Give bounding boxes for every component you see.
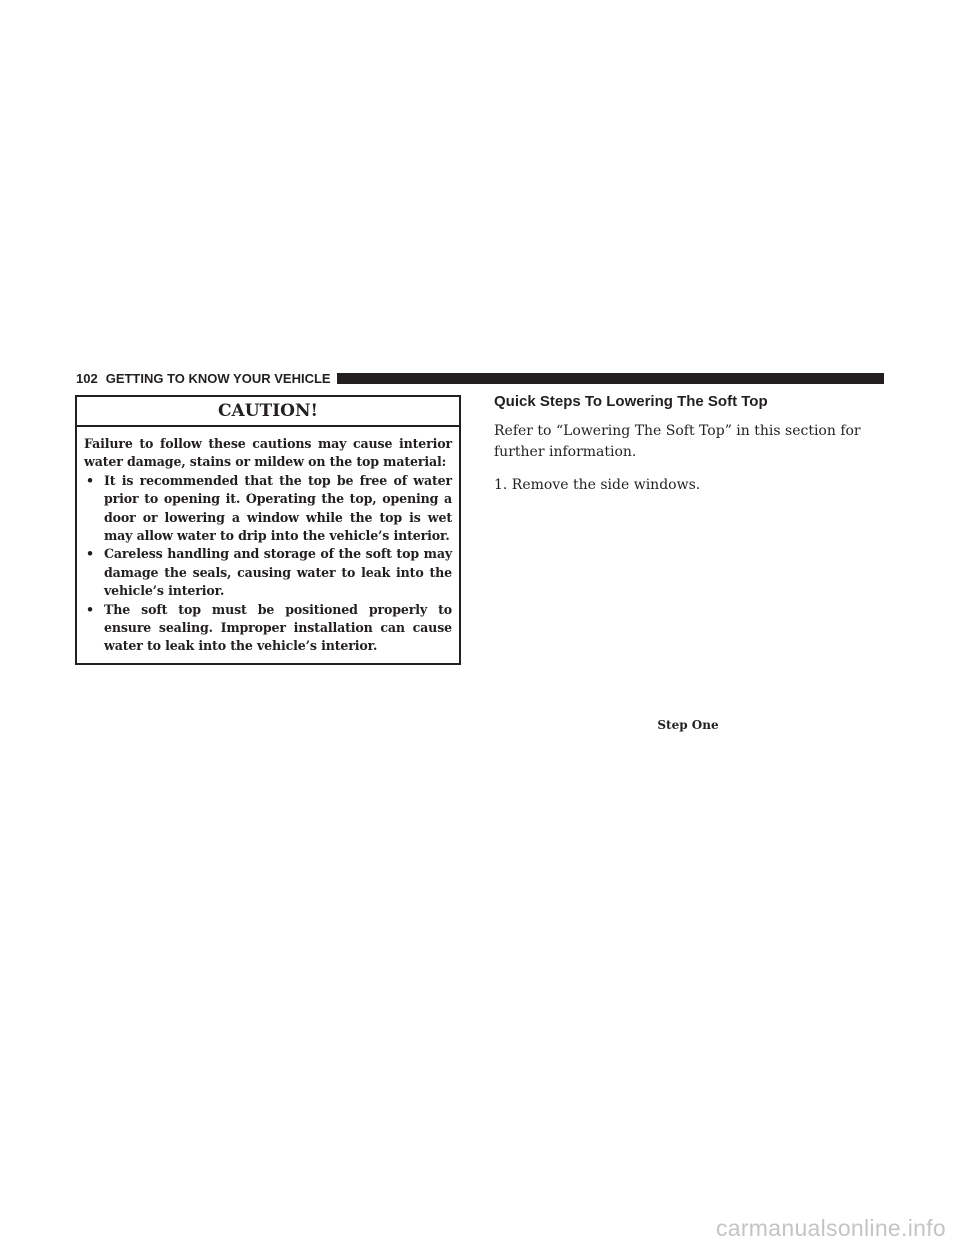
watermark: carmanualsonline.info bbox=[715, 1215, 946, 1241]
caution-list bbox=[84, 472, 452, 656]
caution-item-text: The soft top must be positioned properly to ensure sealing. Improper installation can cause water to leak into the vehicle’s interior. bbox=[104, 601, 452, 654]
bullet-icon: • bbox=[86, 601, 94, 617]
figure-caption: Step One bbox=[657, 718, 719, 732]
caution-item-text: Careless handling and storage of the soft top may damage the seals, causing water to leak into the vehicle’s interior. bbox=[104, 546, 452, 599]
caution-item bbox=[84, 545, 452, 600]
caution-title: CAUTION! bbox=[77, 397, 459, 427]
section-heading: Quick Steps To Lowering The Soft Top bbox=[494, 393, 768, 410]
bullet-icon: • bbox=[86, 472, 94, 488]
caution-body bbox=[77, 427, 459, 656]
caution-item bbox=[84, 472, 452, 546]
caution-item bbox=[84, 601, 452, 656]
caution-box bbox=[75, 395, 461, 665]
intro-paragraph: Refer to “Lowering The Soft Top” in this section for further information. bbox=[494, 423, 861, 460]
header-rule bbox=[337, 373, 884, 384]
page-number: 102 bbox=[76, 370, 98, 386]
section-title: GETTING TO KNOW YOUR VEHICLE bbox=[105, 370, 331, 386]
bullet-icon: • bbox=[86, 546, 94, 562]
caution-item-text: It is recommended that the top be free of water prior to opening it. Operating the top, opening a door or lowering a window while the top is wet may allow water to drip into the vehicle’s interior. bbox=[104, 472, 452, 544]
page-header bbox=[76, 369, 884, 387]
caution-intro: Failure to follow these cautions may cause interior water damage, stains or mildew on the top material: bbox=[84, 436, 452, 470]
step-one-text: 1. Remove the side windows. bbox=[494, 477, 701, 493]
main-column bbox=[494, 392, 886, 496]
